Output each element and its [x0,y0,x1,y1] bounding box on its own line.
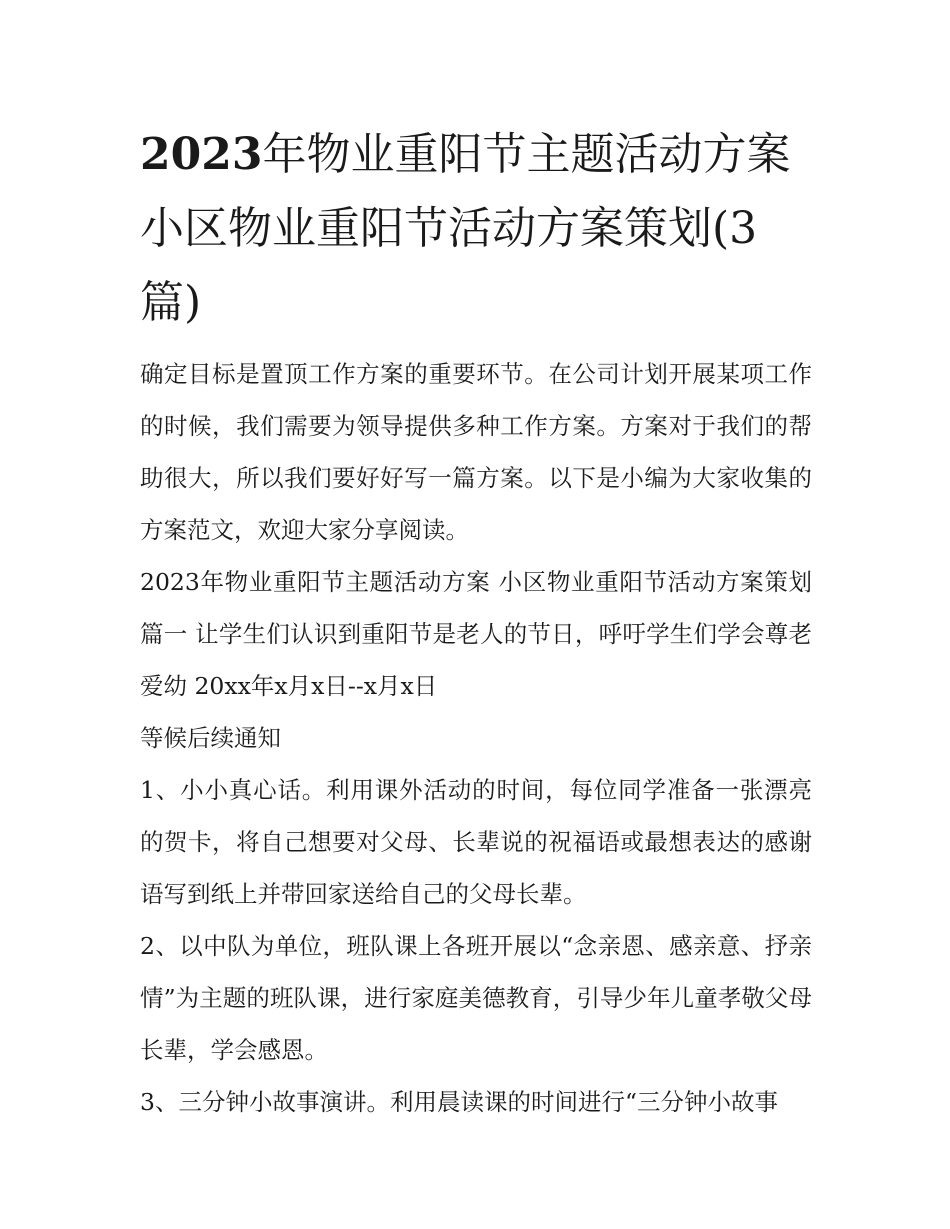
title-text: 年物业重阳节主题活动方案 小区物业重阳节活动方案策划(3篇) [140,129,791,328]
title-year: 2023 [140,129,263,180]
notice-paragraph: 等候后续通知 [140,724,281,752]
list-item-3: 3、三分钟小故事演讲。利用晨读课的时间进行“三分钟小故事 [140,1088,778,1116]
document-page [140,118,812,1128]
list-item-1: 1、小小真心话。利用课外活动的时间，每位同学准备一张漂亮的贺卡，将自己想要对父母、长辈说的祝福语或最想表达的感谢语写到纸上并带回家送给自己的父母长辈。 [140,776,812,908]
section-heading-paragraph: 2023年物业重阳节主题活动方案 小区物业重阳节活动方案策划篇一 让学生们认识到重阳节是老人的节日，呼吁学生们学会尊老爱幼 20xx年x月x日--x月x日 [140,568,812,700]
list-item-2: 2、以中队为单位，班队课上各班开展以“念亲恩、感亲意、抒亲情”为主题的班队课，进行家庭美德教育，引导少年儿童孝敬父母长辈，学会感恩。 [140,932,812,1064]
document-title [140,118,812,340]
intro-paragraph: 确定目标是置顶工作方案的重要环节。在公司计划开展某项工作的时候，我们需要为领导提供多种工作方案。方案对于我们的帮助很大，所以我们要好好写一篇方案。以下是小编为大家收集的方案范文，欢迎大家分享阅读。 [140,360,812,544]
